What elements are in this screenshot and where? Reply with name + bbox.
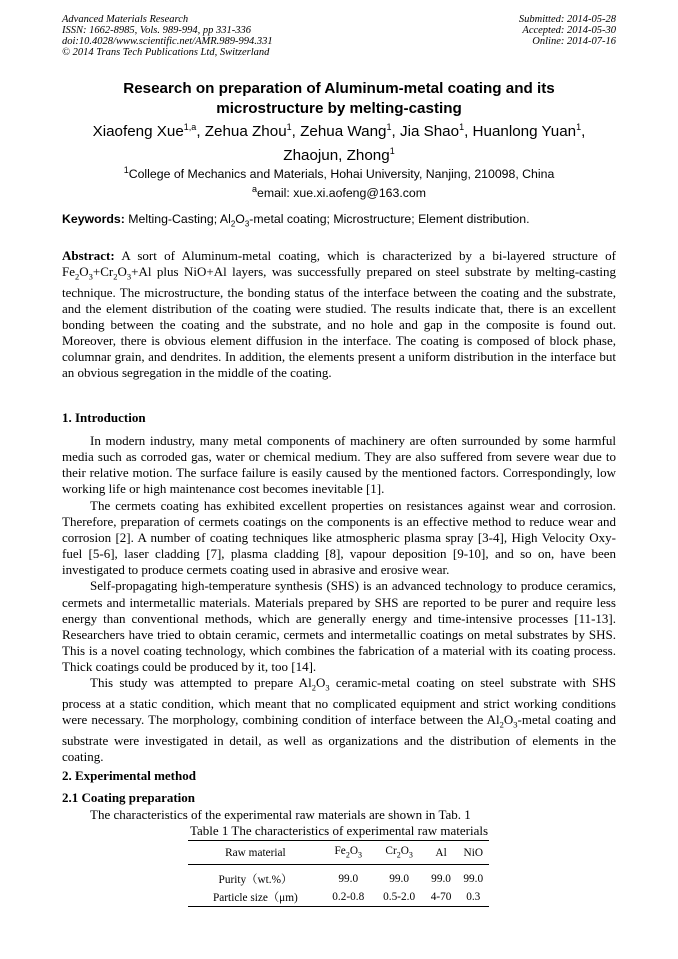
table-row — [188, 888, 489, 907]
paragraph: In modern industry, many metal components of machinery are often surrounded by some harmful media such as corroded gas, water or chemical medium. They are also suffered from severe wear due to their relative motion. The surface failure is easily caused by the mentioned factors. Correspondingly, low working life or high maintenance cost becomes inevitable [1]. — [62, 433, 616, 497]
author-name: , Jia Shao — [391, 123, 460, 141]
paper-title — [62, 79, 616, 119]
online-date: Online: 2014-07-16 — [532, 36, 616, 47]
title-line-2: microstructure by melting-casting — [216, 100, 462, 117]
author-name: Zhaojun, Zhong — [283, 146, 390, 164]
subsection-heading-coating: 2.1 Coating preparation — [62, 790, 196, 805]
author-name: Xiaofeng Xue — [92, 123, 184, 141]
table-caption: Table 1 The characteristics of experimental raw materials — [189, 823, 489, 838]
table-cell: 0.3 — [466, 891, 481, 903]
column-header: NiO — [463, 846, 483, 859]
abstract: Abstract: A sort of Aluminum-metal coating, which is characterized by a bi-layered structure of $Fe_2O_3+Cr_2O_3+Al$ plus NiO+Al layers, was successfully prepared on steel substrate by melting-casting technique. The microstructure, the bonding status of the interface between the coating and the substrate, and the element distribution of the coating were studied. The results indicate that, there is an excellent bonding between the coating and the substrate, and no hole and gap in the composite is found out. Moreover, there is obvious element diffusion in the interface. The coating is composed of block phase, columnar grain, and dendrites. In addition, the elements present a uniform distribution in the interface but an obvious segregation in the middle of the coating. — [62, 248, 616, 381]
author-line-2 — [62, 142, 616, 166]
submitted-date: Submitted: 2014-05-28 — [518, 14, 616, 25]
introduction-body — [62, 433, 616, 765]
author-sup: 1 — [576, 122, 582, 132]
issn: ISSN: 1662-8985, Vols. 989-994, pp 331-336 — [62, 25, 251, 36]
doi: doi:10.4028/www.scientific.net/AMR.989-994.331 — [62, 36, 273, 47]
accepted-date: Accepted: 2014-05-30 — [522, 25, 616, 36]
author-sup: 1 — [386, 122, 392, 132]
table-cell: Particle size（μm) — [213, 892, 298, 904]
materials-table — [188, 840, 489, 907]
affiliation-text: College of Mechanics and Materials, Hohai University, Nanjing, 210098, China — [128, 167, 555, 182]
email-text: email: xue.xi.aofeng@163.com — [256, 186, 427, 201]
paragraph: The characteristics of the experimental raw materials are shown in Tab. 1 — [90, 807, 471, 822]
paragraph: This study was attempted to prepare $Al_2O_3$ ceramic-metal coating on steel substrate with SHS process at a static condition, which meant that no complicated equipment and strict working conditions were necessary. The morphology, combining condition of interface between the $Al_2O_3$-metal coating and substrate were investigated in detail, as well as organizations and the distribution of elements in the coating. — [62, 675, 616, 765]
author-sup: 1 — [286, 122, 292, 132]
author-line-1: Xiaofeng Xue$^{1,a}$, Zehua Zhou$^1$, Zehua Wang$^1$, Jia Shao$^1$, Huanlong Yuan$^1$, — [92, 122, 586, 141]
author-sup: 1 — [459, 122, 465, 132]
column-header: $Fe_2O_3$ — [334, 845, 362, 860]
keywords: Keywords: Melting-Casting; $Al_2O_3$-metal coating; Microstructure; Element distribution. — [62, 212, 530, 229]
paragraph: The cermets coating has exhibited excellent properties on resistances against wear and corrosion. Therefore, preparation of cermets coatings on the components is an effective method to reduce wear and corrosion [2]. A number of coating techniques like atmospheric plasma spray [3-4], High Velocity Oxy-fuel [5-6], laser cladding [7], plasma cladding [8], vapour deposition [9-10], and so on, have been investigated to produce cermets coating used in abrasive and erosive wear. — [62, 497, 616, 578]
table-cell: 99.0 — [338, 873, 359, 885]
table-cell: Purity（wt.%） — [218, 874, 293, 886]
abstract-label: Abstract: — [62, 248, 115, 263]
column-header: $Cr_2O_3$ — [385, 845, 413, 860]
author-list — [62, 118, 616, 165]
section-heading-experimental: 2. Experimental method — [62, 768, 196, 783]
author-name: , Zehua Zhou — [196, 123, 287, 141]
column-header: Al — [435, 846, 447, 859]
table-cell: 99.0 — [431, 873, 451, 885]
table-cell: 0.5-2.0 — [383, 891, 416, 903]
affiliation-line: $^1$College of Mechanics and Materials, Hohai University, Nanjing, 210098, China — [123, 165, 555, 182]
journal-name: Advanced Materials Research — [62, 14, 189, 25]
author-name: , Huanlong Yuan — [464, 123, 577, 141]
section-heading-introduction: 1. Introduction — [62, 410, 146, 425]
table-cell: 0.2-0.8 — [332, 891, 365, 903]
table-header-row — [188, 841, 489, 865]
journal-header — [62, 14, 273, 58]
table-row — [188, 865, 489, 889]
keywords-label: Keywords: — [62, 212, 125, 226]
table-cell: 99.0 — [389, 873, 410, 885]
column-header: Raw material — [225, 846, 286, 859]
paragraph: Self-propagating high-temperature synthesis (SHS) is an advanced technology to produce ceramics, cermets and intermetallic materials. Materials prepared by SHS are reported to be purer and require less energy than conventional methods, which are generally energy and time-intensive processes [11-13]. Researchers have tried to obtain ceramic, cermets and intermetallic coatings on metal substrates by SHS. This is a novel coating technology, which combines the fabrication of a material with its coating process. Thick coatings could be produced by it, too [14]. — [62, 578, 616, 675]
copyright: © 2014 Trans Tech Publications Ltd, Switzerland — [62, 47, 270, 58]
dates-header — [460, 14, 616, 47]
email-line: $^a$email: xue.xi.aofeng@163.com — [251, 184, 427, 201]
author-sup: 1 — [389, 145, 395, 156]
author-sup: 1,a — [183, 122, 197, 132]
author-name: , Zehua Wang — [291, 123, 387, 141]
affiliation — [62, 163, 616, 201]
table-cell: 4-70 — [430, 891, 452, 903]
title-line-1: Research on preparation of Aluminum-metal coating and its — [123, 80, 555, 97]
table-cell: 99.0 — [463, 873, 484, 885]
